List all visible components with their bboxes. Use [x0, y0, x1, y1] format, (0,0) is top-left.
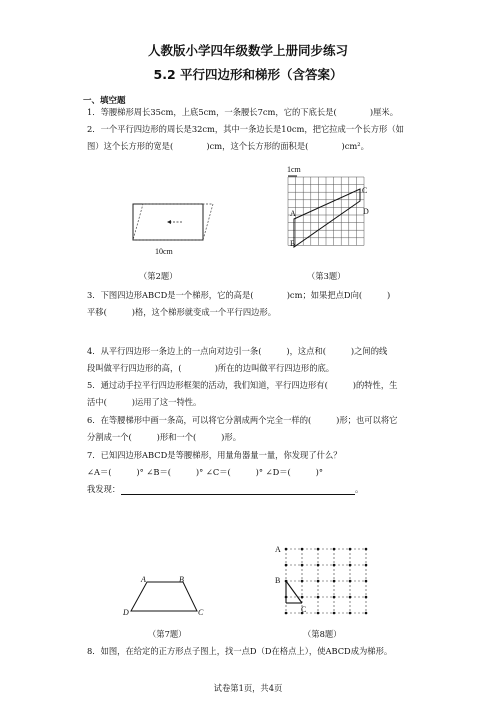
fig8-grid-dot — [317, 612, 320, 615]
fig8-grid-dot — [365, 612, 368, 615]
fig8-point-c: C — [301, 605, 307, 614]
fig3-caption: （第3题） — [307, 271, 346, 281]
fig3-point-b: B — [290, 239, 296, 248]
question-6-line1: 6．在等腰梯形中画一条高，可以将它分割成两个完全一样的( )形；也可以将它 — [87, 415, 398, 425]
page-title: 人教版小学四年级数学上册同步练习 — [147, 43, 348, 58]
fig8-grid-dot — [285, 564, 288, 567]
question-3-line1: 3．下图四边形ABCD是一个梯形，它的高是( )cm；如果把点D向( ) — [87, 290, 391, 300]
fig8-grid-dot — [317, 596, 320, 599]
question-1: 1．等腰梯形周长35cm，上底5cm，一条腰长7cm，它的下底长是( )厘米。 — [87, 107, 399, 117]
question-5-line2: 活中( )运用了这一特性。 — [87, 397, 202, 407]
fig8-grid-dot — [285, 548, 288, 551]
fig8-point-b: B — [275, 576, 281, 585]
fig3-trapezoid — [294, 189, 360, 247]
section-heading: 一、填空题 — [83, 96, 126, 106]
fig8-grid-dot — [317, 564, 320, 567]
answer-underline — [121, 494, 355, 495]
fig8-grid-dot — [365, 548, 368, 551]
fig8-grid-dot — [285, 612, 288, 615]
arrow-left-icon — [167, 220, 171, 224]
fig8-point-a: A — [275, 545, 281, 554]
question-7-finding-end: 。 — [355, 484, 364, 494]
page-footer: 试卷第1页，共4页 — [213, 683, 283, 693]
fig8-grid-dot — [317, 580, 320, 583]
question-7-line1: 7．已知四边形ABCD是等腰梯形，用量角器量一量，你发现了什么？ — [87, 450, 342, 460]
fig8-grid-dot — [349, 548, 352, 551]
fig8-grid-dot — [365, 580, 368, 583]
question-7-finding-label: 我发现： — [87, 484, 121, 494]
question-2-line2: 图）这个长方形的宽是( )cm，这个长方形的面积是( )cm²。 — [87, 141, 369, 151]
fig8-grid-dot — [317, 548, 320, 551]
fig8-grid-dot — [333, 596, 336, 599]
fig8-grid-dot — [333, 548, 336, 551]
fig7-point-b: B — [179, 575, 184, 584]
fig8-grid-dot — [301, 580, 304, 583]
fig2-caption: （第2题） — [139, 271, 178, 281]
fig2-length-label: 10cm — [155, 247, 173, 256]
fig3-point-d: D — [363, 207, 369, 216]
fig8-grid-dot — [349, 612, 352, 615]
question-3-line2: 平移( )格，这个梯形就变成一个平行四边形。 — [87, 307, 277, 317]
fig8-caption: （第8题） — [303, 629, 342, 639]
question-7-angles: ∠A＝( )° ∠B＝( )° ∠C＝( )° ∠D＝( )° — [87, 467, 324, 477]
fig3-point-a: A — [290, 209, 296, 218]
fig7-caption: （第7题） — [148, 629, 187, 639]
fig8-grid-dot — [333, 564, 336, 567]
question-4-line2: 段叫做平行四边形的高，( )所在的边叫做平行四边形的底。 — [87, 363, 335, 373]
fig3-point-c: C — [362, 186, 368, 195]
fig3-unit-label: 1cm — [287, 165, 301, 174]
fig8-grid-dot — [301, 548, 304, 551]
fig7-trapezoid — [131, 582, 197, 611]
fig8-grid-dot — [365, 596, 368, 599]
question-2-line1: 2．一个平行四边形的周长是32cm，其中一条边长是10cm，把它拉成一个长方形（如 — [87, 124, 404, 134]
fig7-point-a: A — [141, 575, 146, 584]
fig8-grid-dot — [333, 580, 336, 583]
fig8-grid-dot — [301, 596, 304, 599]
fig7-point-c: C — [198, 608, 204, 617]
page-subtitle: 5.2 平行四边形和梯形（含答案） — [153, 67, 343, 82]
fig8-grid-dot — [365, 564, 368, 567]
fig7-point-d: D — [123, 608, 129, 617]
figure-2 — [125, 198, 225, 260]
figure-8 — [283, 540, 373, 620]
fig8-grid-dot — [349, 580, 352, 583]
question-4-line1: 4．从平行四边形一条边上的一点向对边引一条( )，这点和( )之间的线 — [87, 346, 388, 356]
fig8-grid-dot — [349, 564, 352, 567]
question-6-line2: 分割成一个( )形和一个( )形。 — [87, 432, 241, 442]
fig8-grid-dot — [349, 596, 352, 599]
question-8: 8．如图，在给定的正方形点子图上，找一点D（D在格点上），使ABCD成为梯形。 — [87, 646, 393, 656]
fig8-grid-dot — [333, 612, 336, 615]
fig8-grid-dot — [301, 564, 304, 567]
question-5-line1: 5．通过动手拉平行四边形框架的活动，我们知道，平行四边形有( )的特性，生 — [87, 380, 398, 390]
